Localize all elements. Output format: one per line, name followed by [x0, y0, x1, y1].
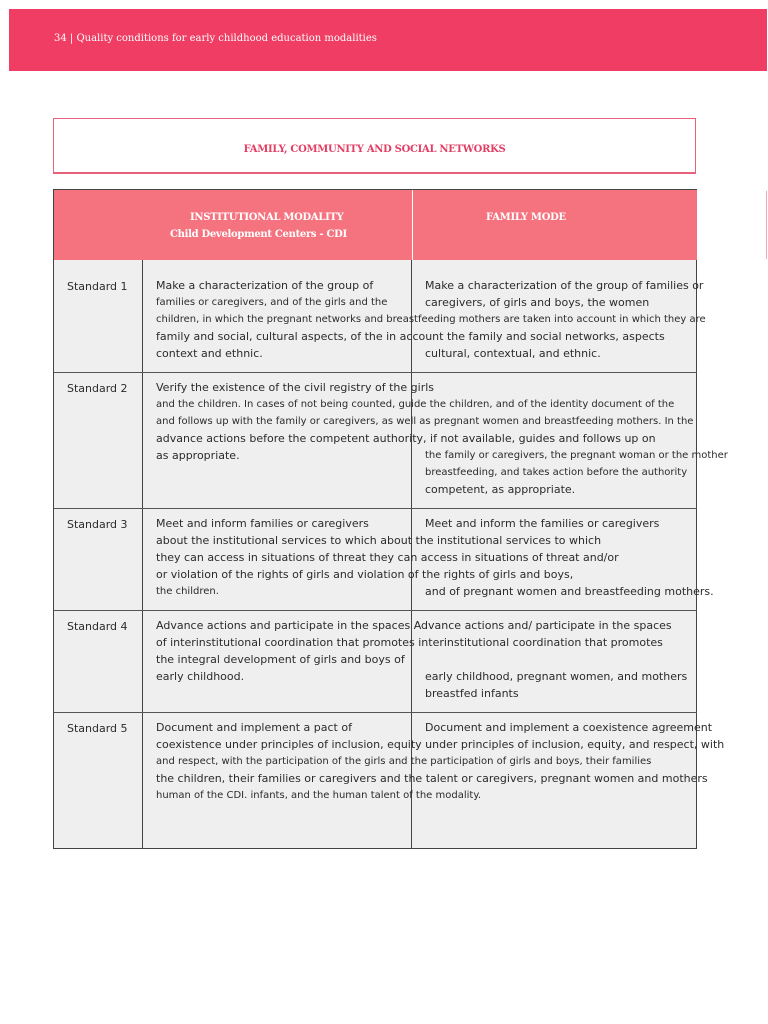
standard-2-label: Standard 2	[67, 382, 128, 395]
row-divider	[54, 610, 697, 611]
standard-2-text: and the children. In cases of not being counted, guide the children, and of the identity document of the	[156, 399, 675, 410]
standard-1-text: context and ethnic.	[156, 347, 263, 360]
standard-3-family-text: Meet and inform the families or caregivers	[425, 517, 660, 530]
standard-2-text: Verify the existence of the civil registry of the girls	[156, 381, 435, 394]
column-divider	[142, 260, 143, 848]
header-band	[9, 9, 767, 71]
standard-2-text: advance actions before the competent authority, if not available, guides and follows up on	[156, 432, 656, 445]
standard-4-text: Advance actions and participate in the spaces Advance actions and/ participate in the spaces	[156, 619, 672, 632]
standard-2-family-text: the family or caregivers, the pregnant woman or the mother	[425, 450, 728, 461]
header-divider	[412, 190, 413, 261]
running-header: 34 | Quality conditions for early childhood education modalities	[54, 33, 377, 44]
standard-5-label: Standard 5	[67, 722, 128, 735]
standard-1-label: Standard 1	[67, 280, 128, 293]
standard-4-family-text: breastfed infants	[425, 687, 519, 700]
section-heading-box	[53, 118, 696, 174]
standard-1-family-text: cultural, contextual, and ethnic.	[425, 347, 601, 360]
standard-1-text: Make a characterization of the group of	[156, 279, 374, 292]
section-title: FAMILY, COMMUNITY AND SOCIAL NETWORKS	[243, 144, 506, 155]
standard-1-text: family and social, cultural aspects, of the in account the family and social networks, aspects	[156, 330, 665, 343]
edge-mark	[766, 191, 767, 259]
institutional-modality-heading: INSTITUTIONAL MODALITY	[190, 212, 344, 223]
row-divider	[54, 372, 697, 373]
standards-table	[53, 260, 728, 849]
standard-5-text: and respect, with the participation of the girls and the participation of girls and boys, their families	[156, 756, 652, 767]
standard-3-text: Meet and inform families or caregivers	[156, 517, 369, 530]
family-mode-heading: FAMILY MODE	[486, 212, 566, 223]
standard-4-family-text: early childhood, pregnant women, and mothers	[425, 670, 688, 683]
standard-1-text: families or caregivers, and of the girls and the	[156, 297, 388, 308]
standard-5-text: coexistence under principles of inclusion, equity under principles of inclusion, equity, and respect, with	[156, 738, 725, 751]
standard-2-text: as appropriate.	[156, 449, 240, 462]
standard-4-text: the integral development of girls and boys of	[156, 653, 405, 666]
institutional-modality-subheading: Child Development Centers - CDI	[170, 229, 347, 240]
standard-4-label: Standard 4	[67, 620, 128, 633]
standard-1-family-text: Make a characterization of the group of families or	[425, 279, 704, 292]
standard-3-text: or violation of the rights of girls and violation of the rights of girls and boys,	[156, 568, 574, 581]
row-divider	[54, 508, 697, 509]
standard-1-text: children, in which the pregnant networks and breastfeeding mothers are taken into account in which they are	[156, 314, 706, 325]
standard-3-family-text: and of pregnant women and breastfeeding mothers.	[425, 585, 714, 598]
standard-5-text: the children, their families or caregivers and the talent or caregivers, pregnant women and mothers	[156, 772, 708, 785]
standard-2-family-text: competent, as appropriate.	[425, 483, 576, 496]
standard-4-text: of interinstitutional coordination that promotes interinstitutional coordination that promotes	[156, 636, 663, 649]
standard-3-text: they can access in situations of threat they can access in situations of threat and/or	[156, 551, 619, 564]
standard-4-text: early childhood.	[156, 670, 245, 683]
standard-5-text: human of the CDI. infants, and the human talent of the modality.	[156, 790, 481, 801]
standard-5-text: Document and implement a pact of	[156, 721, 352, 734]
standard-3-text: the children.	[156, 586, 219, 597]
standard-2-text: and follows up with the family or caregivers, as well as pregnant women and breastfeeding mothers. In the	[156, 416, 694, 427]
table-header	[53, 189, 697, 260]
standard-1-family-text: caregivers, of girls and boys, the women	[425, 296, 650, 309]
standard-2-family-text: breastfeeding, and takes action before the authority	[425, 467, 688, 478]
standard-5-family-text: Document and implement a coexistence agreement	[425, 721, 713, 734]
row-divider	[54, 712, 697, 713]
standard-3-label: Standard 3	[67, 518, 128, 531]
standard-3-text: about the institutional services to which about the institutional services to which	[156, 534, 602, 547]
